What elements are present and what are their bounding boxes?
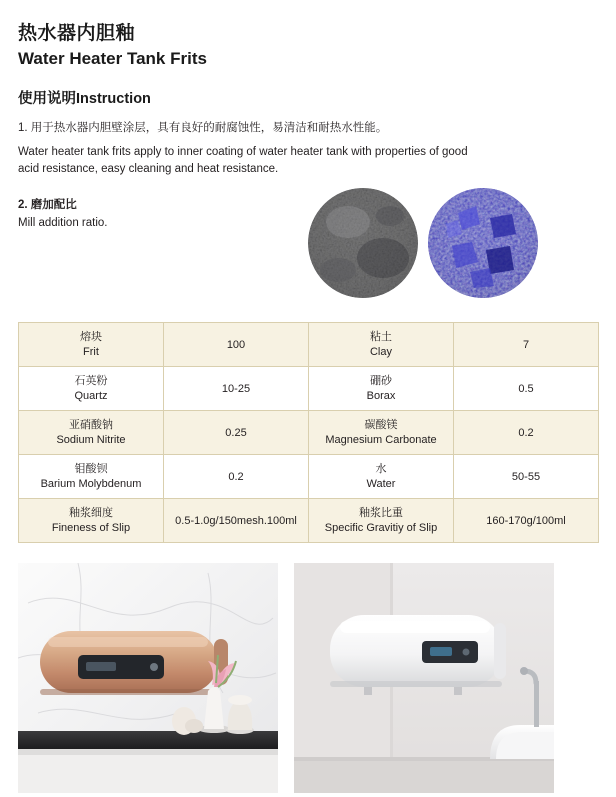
instruction-item2-cn: 2. 磨加配比 <box>18 199 77 212</box>
table-cell-value: 0.5-1.0g/150mesh.100ml <box>164 499 309 543</box>
cell-label-en: Quartz <box>74 389 108 402</box>
table-cell-value: 160-170g/100ml <box>454 499 599 543</box>
cell-label-en: Fineness of Slip <box>51 521 131 534</box>
cell-label-cn: 水 <box>375 463 387 476</box>
table-row <box>19 411 599 455</box>
table-row <box>19 499 599 543</box>
cell-label-cn: 釉浆比重 <box>359 507 403 520</box>
table-cell-label <box>19 323 164 367</box>
table-cell-value: 50-55 <box>454 455 599 499</box>
table-cell-label <box>19 411 164 455</box>
table-cell-value: 7 <box>454 323 599 367</box>
table-cell-value: 0.25 <box>164 411 309 455</box>
table-cell-label <box>19 499 164 543</box>
cell-label-cn: 粘土 <box>370 331 392 344</box>
cell-label-cn: 石英粉 <box>74 375 108 388</box>
sample-photos <box>308 188 538 298</box>
table-cell-label <box>309 455 454 499</box>
gold-water-heater-product-photo <box>18 563 278 793</box>
mill-ratio-row <box>18 194 598 302</box>
table-cell-label <box>19 367 164 411</box>
product-photos <box>18 563 598 793</box>
table-cell-label <box>19 455 164 499</box>
instruction-item2-en: Mill addition ratio. <box>18 217 108 230</box>
table-cell-label <box>309 367 454 411</box>
cell-label-en: Clay <box>369 345 392 358</box>
cell-label-cn: 钼酸钡 <box>74 463 108 476</box>
cell-label-en: Water <box>366 477 396 490</box>
instruction-item1-cn: 1. 用于热水器内胆壁涂层，具有良好的耐腐蚀性，易清洁和耐热水性能。 <box>18 122 388 134</box>
table-cell-value: 0.2 <box>164 455 309 499</box>
instruction-heading: 使用说明Instruction <box>18 91 151 107</box>
cell-label-cn: 硼砂 <box>370 375 392 388</box>
table-cell-value: 10-25 <box>164 367 309 411</box>
cell-label-en: Frit <box>83 345 99 358</box>
page-title-cn: 热水器内胆釉 <box>18 23 136 44</box>
cell-label-en: Barium Molybdenum <box>40 477 142 490</box>
mill-addition-ratio-table <box>18 322 599 543</box>
cell-label-cn: 亚硝酸钠 <box>69 419 113 432</box>
table-cell-value: 0.2 <box>454 411 599 455</box>
table-cell-label <box>309 499 454 543</box>
mill-ratio-text-block <box>18 194 308 229</box>
cell-label-cn: 熔块 <box>80 331 102 344</box>
cell-label-cn: 碳酸镁 <box>364 419 398 432</box>
table-row <box>19 455 599 499</box>
instruction-item1-en: Water heater tank frits apply to inner coating of water heater tank with properties of good acid resistance, easy cleaning and heat resistance. <box>18 145 468 175</box>
white-water-heater-bathroom-photo <box>294 563 554 793</box>
cell-label-en: Specific Gravitiy of Slip <box>324 521 438 534</box>
table-cell-value: 100 <box>164 323 309 367</box>
table-cell-label <box>309 323 454 367</box>
blue-frit-flakes-photo <box>428 188 538 298</box>
cell-label-en: Magnesium Carbonate <box>325 433 437 446</box>
gray-frit-powder-photo <box>308 188 418 298</box>
table-cell-value: 0.5 <box>454 367 599 411</box>
cell-label-cn: 釉浆细度 <box>69 507 113 520</box>
cell-label-en: Sodium Nitrite <box>56 433 126 446</box>
table-row <box>19 367 599 411</box>
table-cell-label <box>309 411 454 455</box>
page-title-en: Water Heater Tank Frits <box>18 49 207 68</box>
cell-label-en: Borax <box>366 389 396 402</box>
table-row <box>19 323 599 367</box>
